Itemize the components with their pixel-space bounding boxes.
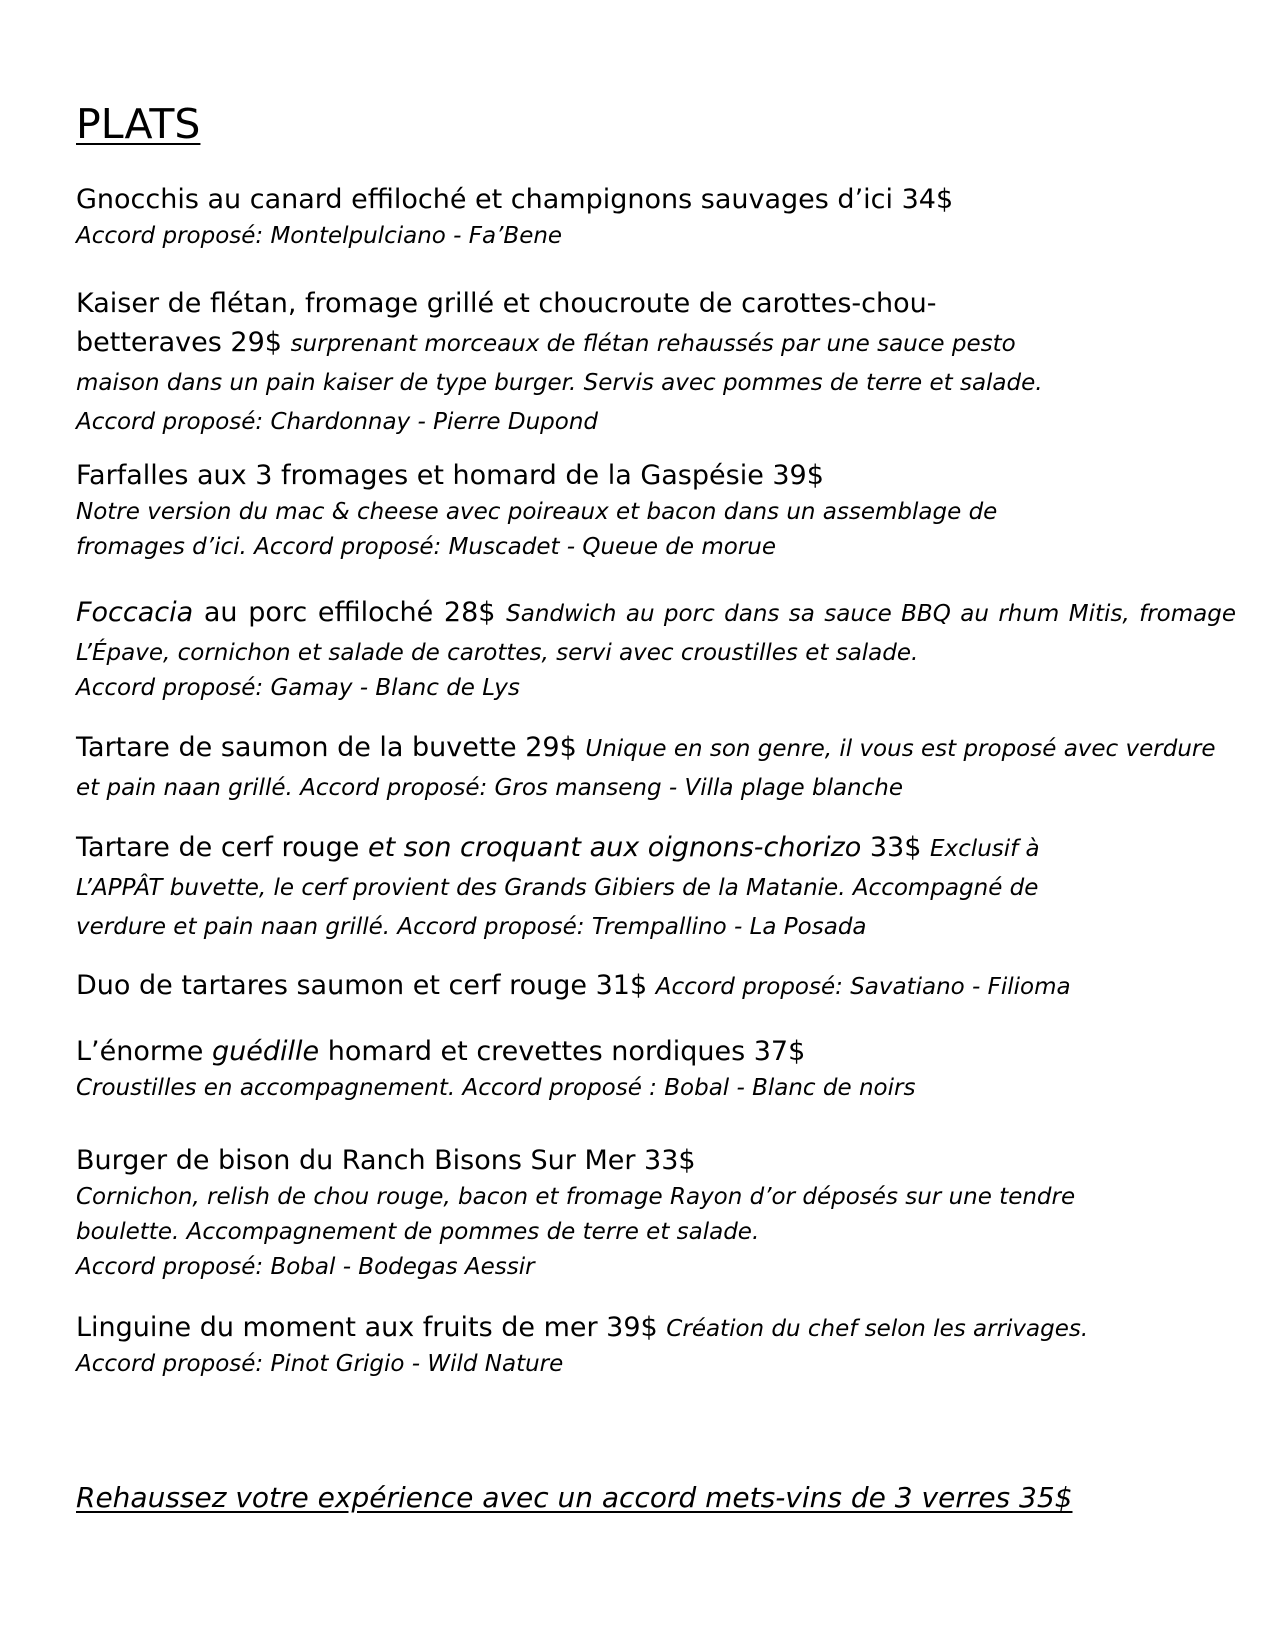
dish-guedille <box>76 1032 1236 1106</box>
dish-name-italic: guédille <box>212 1036 320 1067</box>
dish-name: Burger de bison du Ranch Bisons Sur Mer 33$ <box>76 1145 696 1176</box>
dish-description: Cornichon, relish de chou rouge, bacon et fromage Rayon d’or déposés sur une tendre boulette. Accompagnement de pommes de terre et salade. <box>76 1184 1076 1245</box>
dish-text <box>76 593 1236 671</box>
dish-description: Unique en son genre, il vous est proposé avec verdure et pain naan grillé. Accord proposé: Gros manseng - Villa plage blanche <box>76 736 1216 801</box>
dish-burger-bison <box>76 1141 1236 1285</box>
dish-pairing: Accord proposé: Bobal - Bodegas Aessir <box>76 1254 535 1280</box>
dish-description: Croustilles en accompagnement. Accord proposé : Bobal - Blanc de noirs <box>76 1075 916 1101</box>
dish-text <box>76 1308 1236 1347</box>
dish-name: Farfalles aux 3 fromages et homard de la Gaspésie 39$ <box>76 460 824 491</box>
wine-pairing-offer: Rehaussez votre expérience avec un accord mets-vins de 3 verres 35$ <box>76 1481 1073 1514</box>
dish-pairing: Accord proposé: Gamay - Blanc de Lys <box>76 675 520 701</box>
dish-name: au porc effiloché 28$ <box>203 597 496 628</box>
dish-name: Duo de tartares saumon et cerf rouge 31$ <box>76 970 648 1001</box>
dish-name: Linguine du moment aux fruits de mer 39$ <box>76 1312 658 1343</box>
dish-text <box>76 728 1236 806</box>
section-title: PLATS <box>76 100 201 148</box>
dish-name: homard et crevettes nordiques 37$ <box>327 1036 806 1067</box>
dish-foccacia <box>76 593 1236 706</box>
dish-name-italic: Foccacia <box>76 597 194 628</box>
dish-text <box>76 828 1126 945</box>
dish-text <box>76 284 1066 440</box>
dish-linguine <box>76 1308 1236 1382</box>
dish-description: surprenant morceaux de flétan rehaussés par une sauce pesto maison dans un pain kaiser de type burger. Servis avec pommes de terre et salade. Accord proposé: Chardonnay - Pierre Dupond <box>76 331 1043 435</box>
dish-tartare-cerf <box>76 828 1236 945</box>
dish-price: 33$ <box>869 832 922 863</box>
dish-kaiser-fletan <box>76 284 1236 440</box>
dish-tartare-saumon <box>76 728 1236 806</box>
dish-name: Kaiser de flétan, fromage grillé et choucroute de carottes-chou-betteraves 29$ <box>76 288 937 358</box>
dish-description: Sandwich au porc dans sa sauce BBQ au rhum Mitis, fromage L’Épave, cornichon et salade de carottes, servi avec croustilles et salade. <box>76 601 1236 666</box>
dish-description: Création du chef selon les arrivages. <box>666 1316 1089 1342</box>
dish-text <box>76 966 1236 1005</box>
dish-pairing: Accord proposé: Montelpulciano - Fa’Bene <box>76 223 563 249</box>
dish-pairing: Accord proposé: Pinot Grigio - Wild Nature <box>76 1351 564 1377</box>
dish-pairing: Accord proposé: Savatiano - Filioma <box>655 974 1071 1000</box>
dish-description: Exclusif à L’APPÂT buvette, le cerf provient des Grands Gibiers de la Matanie. Accompagné de verdure et pain naan grillé. Accord proposé: Trempallino - La Posada <box>76 836 1040 940</box>
dish-description: Notre version du mac & cheese avec poireaux et bacon dans un assemblage de fromages d’ici. Accord proposé: Muscadet - Queue de morue <box>76 499 998 560</box>
dish-name: Tartare de saumon de la buvette 29$ <box>76 732 577 763</box>
dish-name-italic: et son croquant aux oignons-chorizo <box>367 832 862 863</box>
dish-name: Tartare de cerf rouge <box>76 832 360 863</box>
dish-text <box>76 1032 1236 1071</box>
dish-name-prefix: L’énorme <box>76 1036 204 1067</box>
dish-gnocchis <box>76 180 1236 254</box>
dish-farfalles <box>76 456 1236 565</box>
dish-duo-tartares <box>76 966 1236 1005</box>
dish-name: Gnocchis au canard effiloché et champignons sauvages d’ici 34$ <box>76 184 954 215</box>
